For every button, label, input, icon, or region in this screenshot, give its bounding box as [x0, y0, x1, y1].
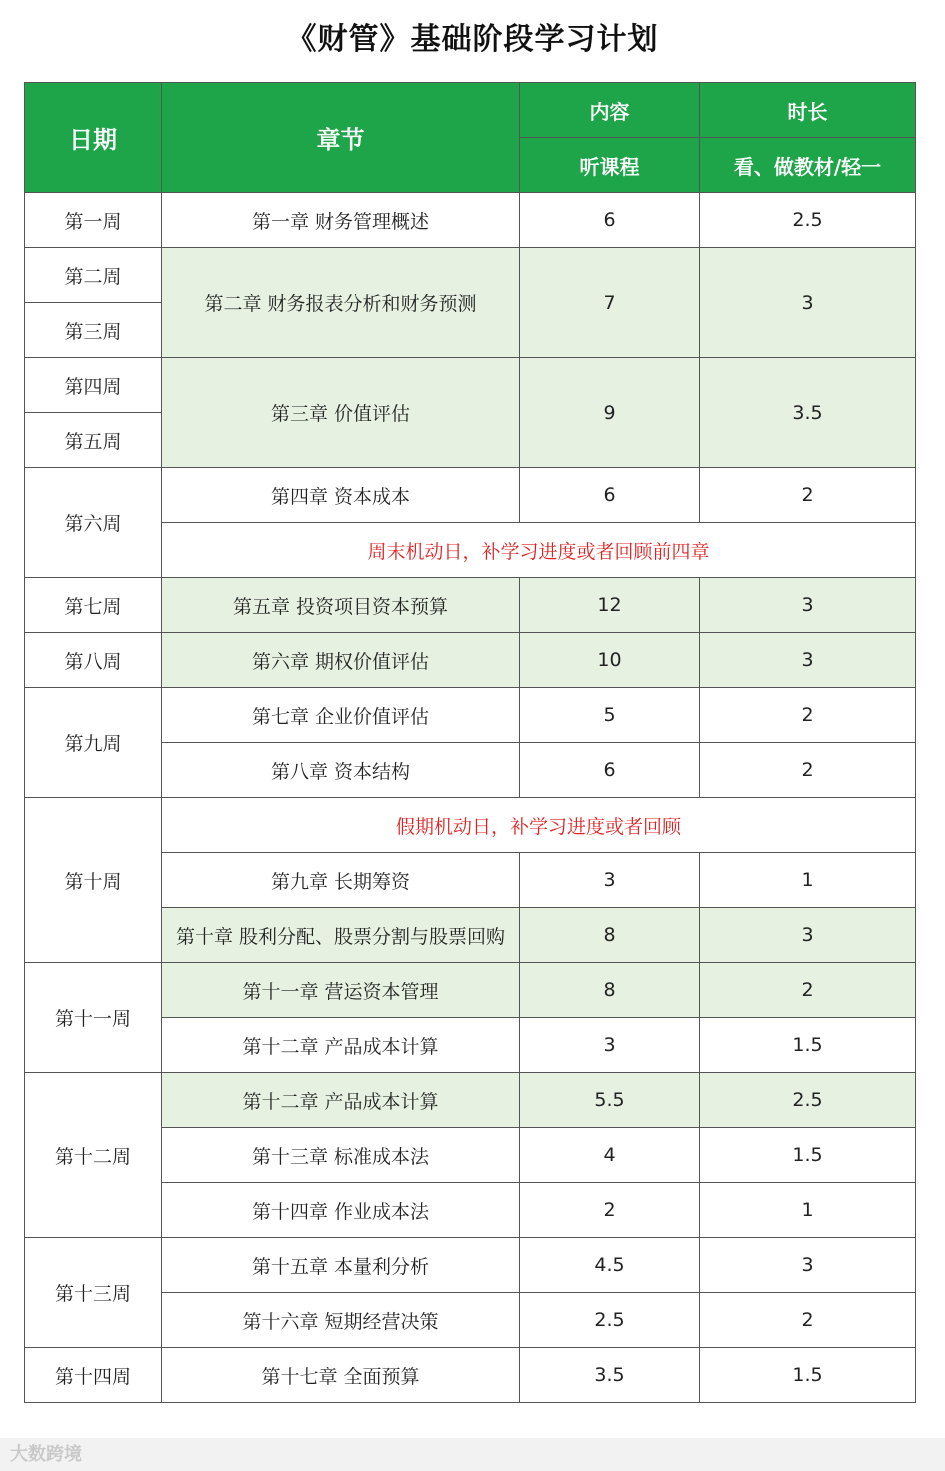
table-row	[25, 798, 916, 853]
listen-cell: 6	[520, 468, 700, 523]
chapter-cell: 第十一章 营运资本管理	[162, 963, 520, 1018]
chapter-cell: 第三章 价值评估	[162, 358, 520, 468]
week-cell: 第四周	[25, 358, 162, 413]
read-cell: 1.5	[700, 1348, 916, 1403]
read-cell: 2	[700, 1293, 916, 1348]
week-cell: 第七周	[25, 578, 162, 633]
note-cell: 假期机动日，补学习进度或者回顾	[162, 798, 916, 853]
listen-cell: 2.5	[520, 1293, 700, 1348]
listen-cell: 12	[520, 578, 700, 633]
week-cell: 第一周	[25, 193, 162, 248]
listen-cell: 8	[520, 963, 700, 1018]
listen-cell: 2	[520, 1183, 700, 1238]
chapter-cell: 第十三章 标准成本法	[162, 1128, 520, 1183]
listen-cell: 9	[520, 358, 700, 468]
study-plan-table	[24, 82, 916, 1403]
chapter-cell: 第十五章 本量利分析	[162, 1238, 520, 1293]
week-cell: 第十四周	[25, 1348, 162, 1403]
chapter-cell: 第六章 期权价值评估	[162, 633, 520, 688]
table-row	[25, 1238, 916, 1293]
header-read: 看、做教材/轻一	[700, 138, 916, 193]
header-chapter: 章节	[162, 83, 520, 193]
listen-cell: 3	[520, 1018, 700, 1073]
read-cell: 2	[700, 688, 916, 743]
table-row	[25, 193, 916, 248]
week-cell: 第十三周	[25, 1238, 162, 1348]
table-row	[25, 633, 916, 688]
table-row	[25, 248, 916, 303]
listen-cell: 6	[520, 743, 700, 798]
table-row	[25, 358, 916, 413]
week-cell: 第十二周	[25, 1073, 162, 1238]
header-listen: 听课程	[520, 138, 700, 193]
read-cell: 1.5	[700, 1128, 916, 1183]
listen-cell: 3.5	[520, 1348, 700, 1403]
chapter-cell: 第十二章 产品成本计算	[162, 1073, 520, 1128]
chapter-cell: 第八章 资本结构	[162, 743, 520, 798]
footer-brand: 大数跨境	[10, 1444, 82, 1465]
chapter-cell: 第九章 长期筹资	[162, 853, 520, 908]
read-cell: 2	[700, 743, 916, 798]
table-row	[25, 578, 916, 633]
week-cell: 第八周	[25, 633, 162, 688]
table-row	[25, 688, 916, 743]
table-row	[25, 468, 916, 523]
listen-cell: 4.5	[520, 1238, 700, 1293]
read-cell: 2.5	[700, 1073, 916, 1128]
listen-cell: 5.5	[520, 1073, 700, 1128]
chapter-cell: 第十四章 作业成本法	[162, 1183, 520, 1238]
week-cell: 第二周	[25, 248, 162, 303]
chapter-cell: 第一章 财务管理概述	[162, 193, 520, 248]
read-cell: 2.5	[700, 193, 916, 248]
read-cell: 2	[700, 468, 916, 523]
listen-cell: 8	[520, 908, 700, 963]
chapter-cell: 第四章 资本成本	[162, 468, 520, 523]
week-cell: 第三周	[25, 303, 162, 358]
listen-cell: 4	[520, 1128, 700, 1183]
chapter-cell: 第二章 财务报表分析和财务预测	[162, 248, 520, 358]
read-cell: 2	[700, 963, 916, 1018]
week-cell: 第十周	[25, 798, 162, 963]
table-row	[25, 963, 916, 1018]
week-cell: 第十一周	[25, 963, 162, 1073]
week-cell: 第五周	[25, 413, 162, 468]
listen-cell: 5	[520, 688, 700, 743]
header-content: 内容	[520, 83, 700, 138]
chapter-cell: 第七章 企业价值评估	[162, 688, 520, 743]
read-cell: 3.5	[700, 358, 916, 468]
week-cell: 第九周	[25, 688, 162, 798]
read-cell: 3	[700, 578, 916, 633]
note-cell: 周末机动日，补学习进度或者回顾前四章	[162, 523, 916, 578]
page-title: 《财管》基础阶段学习计划	[286, 22, 659, 57]
read-cell: 3	[700, 908, 916, 963]
chapter-cell: 第十章 股利分配、股票分割与股票回购	[162, 908, 520, 963]
read-cell: 1	[700, 853, 916, 908]
table-row	[25, 1348, 916, 1403]
listen-cell: 3	[520, 853, 700, 908]
listen-cell: 7	[520, 248, 700, 358]
read-cell: 3	[700, 248, 916, 358]
header-date: 日期	[25, 83, 162, 193]
read-cell: 1.5	[700, 1018, 916, 1073]
read-cell: 3	[700, 633, 916, 688]
listen-cell: 6	[520, 193, 700, 248]
chapter-cell: 第十七章 全面预算	[162, 1348, 520, 1403]
listen-cell: 10	[520, 633, 700, 688]
read-cell: 3	[700, 1238, 916, 1293]
chapter-cell: 第十二章 产品成本计算	[162, 1018, 520, 1073]
read-cell: 1	[700, 1183, 916, 1238]
chapter-cell: 第十六章 短期经营决策	[162, 1293, 520, 1348]
header-duration: 时长	[700, 83, 916, 138]
footer-bar	[0, 1438, 945, 1471]
table-row	[25, 1073, 916, 1128]
chapter-cell: 第五章 投资项目资本预算	[162, 578, 520, 633]
week-cell: 第六周	[25, 468, 162, 578]
